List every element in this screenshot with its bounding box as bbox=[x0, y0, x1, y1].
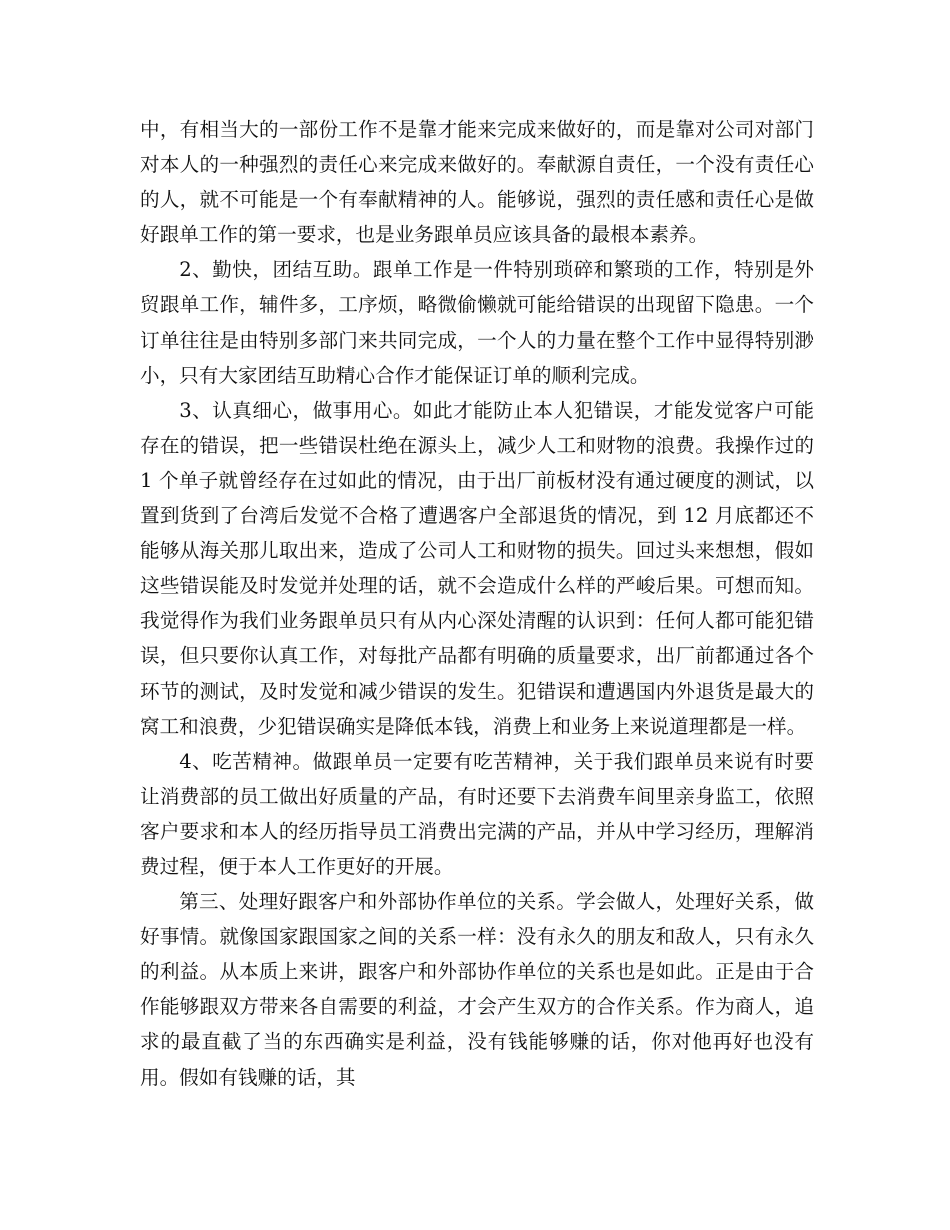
document-page bbox=[140, 112, 814, 1095]
paragraph-client-relations: 第三、处理好跟客户和外部协作单位的关系。学会做人，处理好关系，做好事情。就像国家跟国家之间的关系一样：没有永久的朋友和敌人，只有永久的利益。从本质上来讲，跟客户和外部协作单位的关系也是如此。正是由于合作能够跟双方带来各自需要的利益，才会产生双方的合作关系。作为商人，追求的最直截了当的东西确实是利益，没有钱能够赚的话，你对他再好也没有用。假如有钱赚的话，其 bbox=[140, 890, 814, 1089]
paragraph-careful-attentive: 3、认真细心，做事用心。如此才能防止本人犯错误，才能发觉客户可能存在的错误，把一些错误杜绝在源头上，减少人工和财物的浪费。我操作过的 1 个单子就曾经存在过如此的情况，由于出厂前板材没有通过硬度的测试，以置到货到了台湾后发觉不合格了遭遇客户全部退货的情况，到 12 月底都还不能够从海关那儿取出来，造成了公司人工和财物的损失。回过头来想想，假如这些错误能及时发觉并处理的话，就不会造成什么样的严峻后果。可想而知。我觉得作为我们业务跟单员只有从内心深处清醒的认识到：任何人都可能犯错误，但只要你认真工作，对每批产品都有明确的质量要求，出厂前都通过各个环节的测试，及时发觉和减少错误的发生。犯错误和遭遇国内外退货是最大的窝工和浪费，少犯错误确实是降低本钱，消费上和业务上来说道理都是一样。 bbox=[140, 398, 814, 738]
paragraph-hardworking-spirit: 4、吃苦精神。做跟单员一定要有吃苦精神，关于我们跟单员来说有时要让消费部的员工做出好质量的产品，有时还要下去消费车间里亲身监工，依照客户要求和本人的经历指导员工消费出完满的产品，并从中学习经历，理解消费过程，便于本人工作更好的开展。 bbox=[140, 749, 814, 878]
paragraph-responsibility-continued: 中，有相当大的一部份工作不是靠才能来完成来做好的，而是靠对公司对部门对本人的一种强烈的责任心来完成来做好的。奉献源自责任，一个没有责任心的人，就不可能是一个有奉献精神的人。能够说，强烈的责任感和责任心是做好跟单工作的第一要求，也是业务跟单员应该具备的最根本素养。 bbox=[140, 118, 814, 247]
paragraph-diligence-teamwork: 2、勤快，团结互助。跟单工作是一件特别琐碎和繁琐的工作，特别是外贸跟单工作，辅件多，工序烦，略微偷懒就可能给错误的出现留下隐患。一个订单往往是由特别多部门来共同完成，一个人的力量在整个工作中显得特别渺小，只有大家团结互助精心合作才能保证订单的顺利完成。 bbox=[140, 258, 814, 387]
